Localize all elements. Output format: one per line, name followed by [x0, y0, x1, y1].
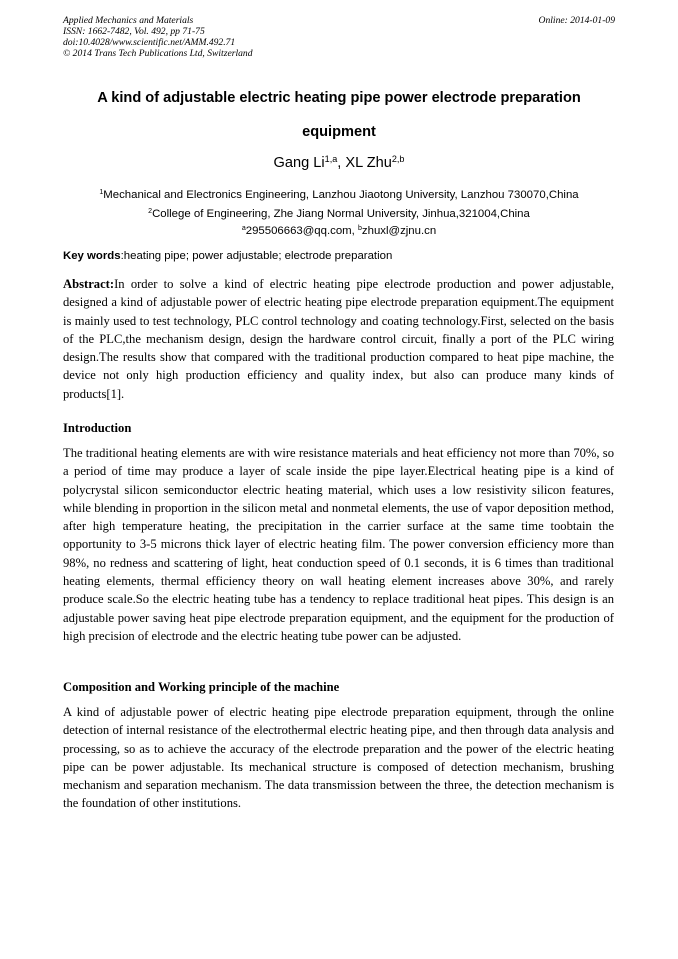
author-1: Gang Li — [273, 155, 325, 171]
email-1-sup: a — [241, 225, 246, 233]
keyword-1: :heating pipe; — [120, 250, 193, 262]
affiliation-2-sup: 2 — [148, 208, 153, 216]
affiliation-2 — [40, 208, 638, 220]
keyword-3: ; electrode preparation — [278, 250, 393, 262]
affiliation-2-text: College of Engineering, Zhe Jiang Normal University, Jinhua,321004,China — [152, 208, 530, 220]
paper-title-line1: A kind of adjustable electric heating pipe power electrode preparation — [97, 90, 581, 106]
composition-heading: Composition and Working principle of the machine — [63, 680, 340, 694]
author-1-sup: 1,a — [324, 154, 338, 165]
email-2: zhuxl@zjnu.cn — [361, 225, 437, 237]
keywords-line — [63, 250, 392, 262]
affiliation-1 — [40, 189, 638, 201]
keyword-2: power adjustable — [192, 250, 279, 262]
email-2-sup: b — [358, 225, 362, 233]
abstract-label: Abstract: — [63, 277, 115, 291]
keywords-label: Key words — [63, 250, 121, 262]
author-emails — [40, 225, 638, 237]
author-2-sup: 2,b — [391, 154, 405, 165]
paper-title-line2: equipment — [302, 124, 376, 140]
introduction-heading: Introduction — [63, 421, 132, 435]
composition-paragraph: A kind of adjustable power of electric heating pipe electrode preparation equipment, through the online detection of internal resistance of the electrothermal electric heating pipe, and then through data analysis and processing, so as to achieve the accuracy of the electrode preparation and the power of the electric heating pipe can be power adjustable. Its mechanical structure is composed of detection mechanism, brushing mechanism and separation mechanism. The data transmission between the three, the detection mechanism is the foundation of other institutions. — [63, 705, 614, 811]
issn-line: ISSN: 1662-7482, Vol. 492, pp 71-75 — [63, 26, 205, 37]
doi-line: doi:10.4028/www.scientific.net/AMM.492.71 — [63, 37, 236, 48]
author-line — [40, 155, 638, 171]
online-date: Online: 2014-01-09 — [538, 15, 615, 26]
author-2: XL Zhu — [345, 155, 392, 171]
affiliation-1-sup: 1 — [99, 189, 104, 197]
journal-name: Applied Mechanics and Materials — [63, 15, 194, 26]
abstract-paragraph — [63, 275, 614, 403]
affiliation-1-text: Mechanical and Electronics Engineering, Lanzhou Jiaotong University, Lanzhou 730070,China — [103, 189, 579, 201]
email-1: 295506663@qq.com, — [245, 225, 358, 237]
author-separator: , — [337, 155, 346, 171]
abstract-text: In order to solve a kind of electric heating pipe electrode production and power adjustable, designed a kind of adjustable power of electric heating pipe electrode preparation equipment.The equipment is mainly used to test technology, PLC control technology and coating technology.First, selected on the basis of the PLC,the mechanism design, design the hardware control circuit, finally a port of the PLC wiring design.The results show that compared with the traditional production compared to heat pipe machine, the device not only high production efficiency and quality index, but also can produce many kinds of products[1]. — [63, 277, 614, 401]
introduction-paragraph: The traditional heating elements are with wire resistance materials and heat efficiency not more than 70%, so a period of time may produce a layer of scale inside the pipe layer.Electrical heating pipe is a kind of polycrystal silicon semiconductor electric heating material, which uses a low resistivity silicon features, while blending in proportion in the silicon metal and nonmetal elements, the use of vapor deposition method, after high temperature heating, the precipitation in the carrier surface at the same time toobtain the opportunity to 3-5 microns thick layer of electric heating film. The power conversion efficiency more than 98%, no redness and scattering of light, heat conduction speed of 0.1 seconds, it is 6 times than traditional heating elements, thermal efficiency theory on wall heating element increases above 30%, and rarely produce scale.So the electric heating tube has a tendency to replace traditional heat pipes. This design is an adjustable power saving heat pipe electrode preparation equipment, and the equipment for the production of high precision of electrode and the electric heating tube power can be adjusted. — [63, 446, 614, 643]
journal-meta — [63, 15, 253, 59]
copyright-line: © 2014 Trans Tech Publications Ltd, Switzerland — [63, 48, 253, 59]
